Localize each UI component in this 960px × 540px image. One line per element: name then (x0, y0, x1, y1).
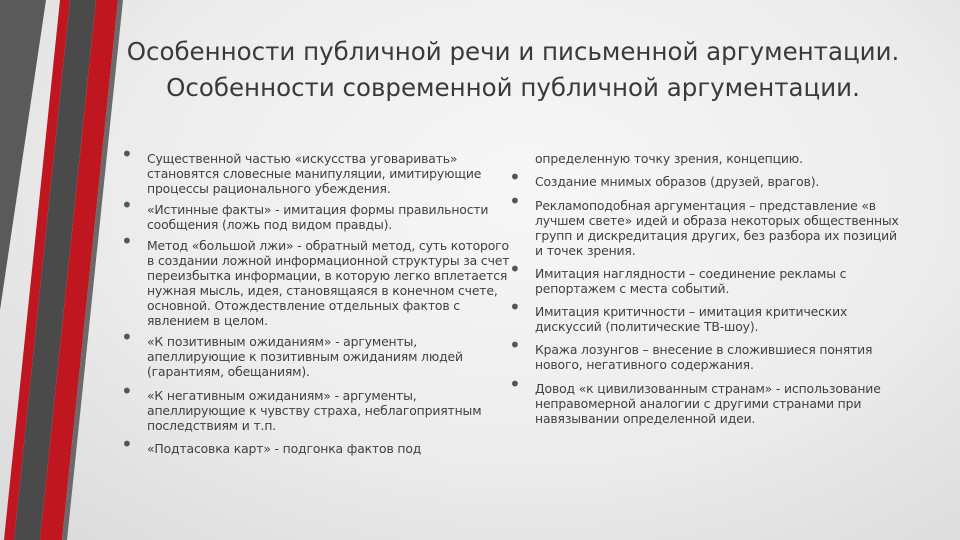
left-bullet-2 (121, 193, 489, 232)
bullet-line: апеллирующие к чувству страха, неблагоприятным (147, 403, 482, 418)
title-line-1: Особенности публичной речи и письменной аргументации. (126, 37, 900, 66)
bullet-line: Создание мнимых образов (друзей, врагов). (535, 174, 820, 189)
bullet-line: репортажем с места событий. (535, 281, 730, 296)
left-bullet-3 (121, 229, 510, 328)
bullet-line: дискуссий (политические ТВ-шоу). (535, 319, 759, 334)
right-bullet-6 (509, 372, 881, 426)
bullet-line: «К позитивным ожиданиям» - аргументы, (147, 334, 417, 349)
bullet-line: (гарантиям, обещаниям). (147, 364, 310, 379)
right-bullet-1 (509, 165, 820, 189)
bullet-line: переизбытка информации, в которую легко вплетается (147, 268, 508, 283)
bullet-line: апеллирующие к позитивным ожиданиям людей (147, 349, 463, 364)
right-continuation-text (535, 151, 803, 166)
bullet-dot: • (509, 165, 521, 189)
left-bullet-4 (121, 325, 463, 379)
right-bullet-2 (509, 189, 899, 258)
title-line-2: Особенности современной публичной аргументации. (166, 73, 860, 102)
right-bullet-4 (509, 295, 848, 334)
bullet-dot: • (121, 193, 133, 217)
bullet-dot: • (509, 372, 521, 396)
bullet-line: «Истинные факты» - имитация формы правильности (147, 202, 489, 217)
bullet-dot: • (121, 379, 133, 403)
bullet-line: неправомерной аналогии с другими странами при (535, 396, 862, 411)
bullet-dot: • (509, 257, 521, 281)
bullet-line: и точек зрения. (535, 243, 636, 258)
bullet-line: Существенной частью «искусства уговаривать» (147, 151, 458, 166)
bullet-dot: • (121, 229, 133, 253)
decorative-stripes (0, 0, 125, 540)
bullet-line: сообщения (ложь под видом правды). (147, 217, 393, 232)
bullet-line: последствиям и т.п. (147, 418, 277, 433)
bullet-line: процессы рационального убеждения. (147, 181, 391, 196)
bullet-line: групп и дискредитация других, без разбора их позиций (535, 228, 897, 243)
bullet-line: нужная мысль, идея, становящаяся в конечном счете, (147, 283, 498, 298)
bullet-line: явлением в целом. (147, 313, 268, 328)
right-bullet-3 (509, 257, 847, 296)
bullet-dot: • (121, 432, 133, 456)
slide-title (112, 34, 914, 106)
left-bullet-5 (121, 379, 482, 433)
bullet-line: лучшем свете» идей и образа некоторых общественных (535, 213, 899, 228)
bullet-line: нового, негативного содержания. (535, 357, 754, 372)
right-bullet-5 (509, 333, 873, 372)
bullet-line: Кража лозунгов – внесение в сложившиеся понятия (535, 342, 873, 357)
bullet-dot: • (509, 333, 521, 357)
bullet-dot: • (121, 142, 133, 166)
bullet-dot: • (509, 189, 521, 213)
bullet-line: Рекламоподобная аргументация – представление «в (535, 198, 876, 213)
bullet-line: Имитация критичности – имитация критических (535, 304, 848, 319)
bullet-line: становятся словесные манипуляции, имитирующие (147, 166, 482, 181)
bullet-dot: • (509, 295, 521, 319)
left-bullet-6 (121, 432, 422, 456)
bullet-line: основной. Отождествление отдельных фактов с (147, 298, 460, 313)
left-bullet-1 (121, 142, 482, 196)
bullet-line: Метод «большой лжи» - обратный метод, суть которого (147, 238, 509, 253)
bullet-line: «Подтасовка карт» - подгонка фактов под (147, 441, 422, 456)
bullet-line: навязывании определенной идеи. (535, 411, 756, 426)
bullet-dot: • (121, 325, 133, 349)
bullet-line: определенную точку зрения, концепцию. (535, 151, 803, 166)
bullet-line: «К негативным ожиданиям» - аргументы, (147, 388, 417, 403)
bullet-line: Довод «к цивилизованным странам» - использование (535, 381, 881, 396)
bullet-line: в создании ложной информационной структуры за счет (147, 253, 510, 268)
bullet-line: Имитация наглядности – соединение рекламы с (535, 266, 847, 281)
